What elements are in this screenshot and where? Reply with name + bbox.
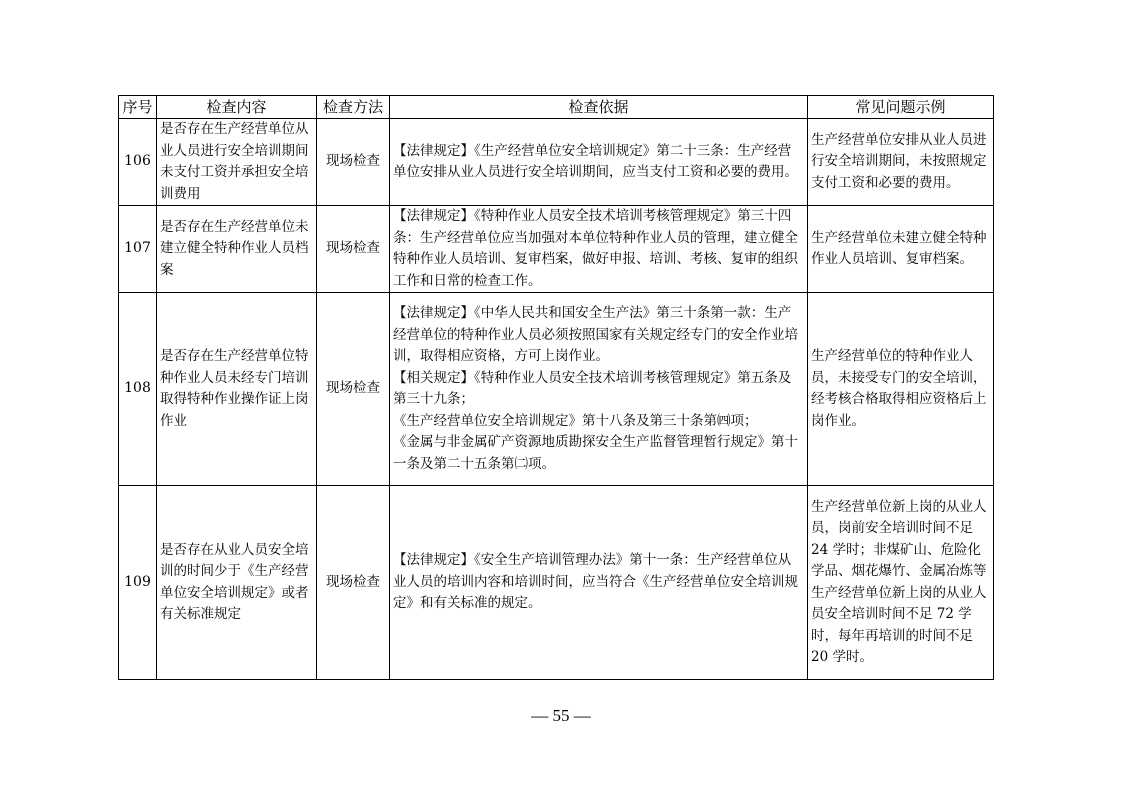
inspection-table-container	[118, 95, 993, 680]
header-serial: 序号	[119, 96, 157, 119]
row-issue: 生产经营单位未建立健全特种作业人员培训、复审档案。	[808, 206, 994, 293]
row-method: 现场检查	[317, 486, 390, 680]
row-basis	[390, 206, 808, 293]
table-row	[119, 293, 994, 486]
header-issue: 常见问题示例	[808, 96, 994, 119]
basis-paragraph: 【法律规定】《特种作业人员安全技术培训考核管理规定》第三十四条：生产经营单位应当加强对本单位特种作业人员的管理，建立健全特种作业人员培训、复审档案，做好申报、培训、考核、复审的组织工作和日常的检查工作。	[393, 208, 798, 289]
header-content: 检查内容	[157, 96, 317, 119]
row-content: 是否存在生产经营单位特种作业人员未经专门培训取得特种作业操作证上岗作业	[157, 293, 317, 486]
row-basis	[390, 293, 808, 486]
row-issue: 生产经营单位的特种作业人员，未接受专门的安全培训，经考核合格取得相应资格后上岗作业。	[808, 293, 994, 486]
basis-paragraph: 【相关规定】《特种作业人员安全技术培训考核管理规定》第五条及第三十九条；	[393, 369, 792, 407]
basis-paragraph: 【法律规定】《安全生产培训管理办法》第十一条：生产经营单位从业人员的培训内容和培训时间，应当符合《生产经营单位安全培训规定》和有关标准的规定。	[393, 552, 798, 612]
row-serial: 108	[119, 293, 157, 486]
row-serial: 107	[119, 206, 157, 293]
row-content: 是否存在从业人员安全培训的时间少于《生产经营单位安全培训规定》或者有关标准规定	[157, 486, 317, 680]
row-serial: 109	[119, 486, 157, 680]
row-content: 是否存在生产经营单位未建立健全特种作业人员档案	[157, 206, 317, 293]
row-basis	[390, 119, 808, 206]
table-row	[119, 206, 994, 293]
inspection-table	[118, 95, 994, 680]
row-method: 现场检查	[317, 293, 390, 486]
row-serial: 106	[119, 119, 157, 206]
basis-paragraph: 【法律规定】《生产经营单位安全培训规定》第二十三条：生产经营单位安排从业人员进行安全培训期间，应当支付工资和必要的费用。	[393, 142, 798, 180]
row-method: 现场检查	[317, 206, 390, 293]
row-issue: 生产经营单位新上岗的从业人员，岗前安全培训时间不足 24 学时；非煤矿山、危险化学品、烟花爆竹、金属冶炼等生产经营单位新上岗的从业人员安全培训时间不足 72 学时，每年再培训的时间不足 20 学时。	[808, 486, 994, 680]
table-row	[119, 119, 994, 206]
header-basis: 检查依据	[390, 96, 808, 119]
row-content: 是否存在生产经营单位从业人员进行安全培训期间未支付工资并承担安全培训费用	[157, 119, 317, 206]
basis-paragraph: 《生产经营单位安全培训规定》第十八条及第三十条第㈣项；	[393, 412, 758, 429]
basis-paragraph: 《金属与非金属矿产资源地质勘探安全生产监督管理暂行规定》第十一条及第二十五条第㈡项。	[393, 434, 798, 472]
page-number: — 55 —	[531, 706, 591, 725]
row-method: 现场检查	[317, 119, 390, 206]
header-method: 检查方法	[317, 96, 390, 119]
basis-paragraph: 【法律规定】《中华人民共和国安全生产法》第三十条第一款：生产经营单位的特种作业人员必须按照国家有关规定经专门的安全作业培训，取得相应资格，方可上岗作业。	[393, 305, 798, 364]
table-row	[119, 486, 994, 680]
table-header-row	[119, 96, 994, 119]
row-issue: 生产经营单位安排从业人员进行安全培训期间，未按照规定支付工资和必要的费用。	[808, 119, 994, 206]
row-basis	[390, 486, 808, 680]
